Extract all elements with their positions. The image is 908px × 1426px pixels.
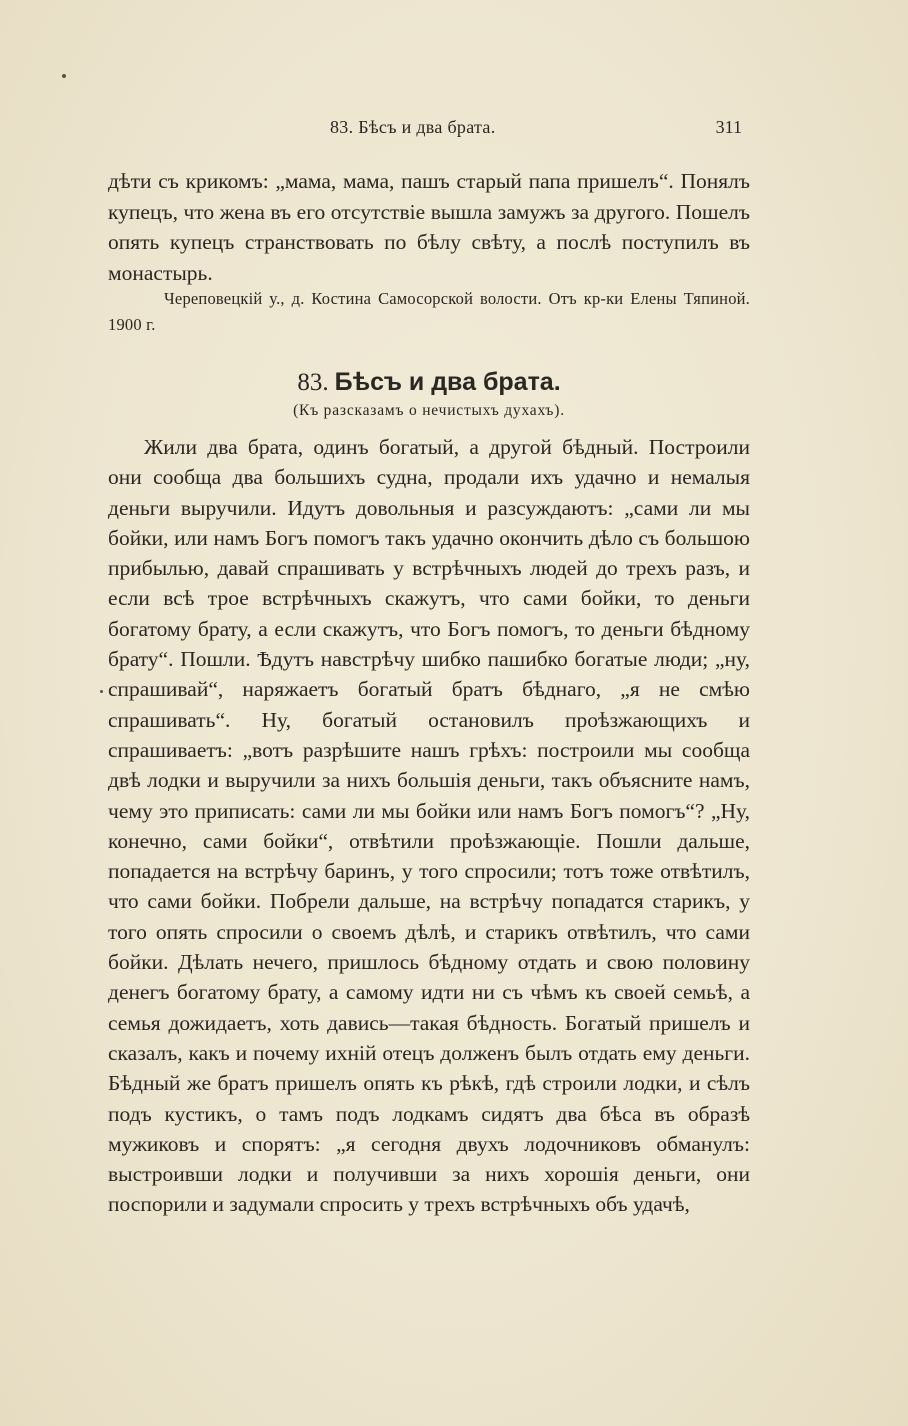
- page-speck: [100, 690, 103, 693]
- story-body: Жили два брата, одинъ богатый, а другой бѣдный. Построили они сообща два большихъ судна, продали ихъ удачно и немалыя деньги выручили. Идутъ довольныя и разсуждаютъ: „сами ли мы бойки, или намъ Богъ помогъ такъ удачно окончить дѣло съ большою прибылью, давай спрашивать у встрѣчныхъ людей до трехъ разъ, и если всѣ трое встрѣчныхъ скажутъ, что сами бойки, то деньги богатому брату, а если скажутъ, что Богъ помогъ, то деньги бѣдному брату“. Пошли. Ѣдутъ навстрѣчу шибко пашибко богатые люди; „ну, спрашивай“, наряжаетъ богатый братъ бѣднаго, „я не смѣю спрашивать“. Ну, богатый остановилъ проѣзжающихъ и спрашиваетъ: „вотъ разрѣшите нашъ грѣхъ: построили мы сообща двѣ лодки и выручили за нихъ большія деньги, такъ объясните намъ, чему это приписать: сами ли мы бойки или намъ Богъ помогъ“? „Ну, конечно, сами бойки“, отвѣтили проѣзжающіе. Пошли дальше, попадается на встрѣчу баринъ, у того спросили; тотъ тоже отвѣтилъ, что сами бойки. Побрели дальше, на встрѣчу попадатся старикъ, у того опять спросили о своемъ дѣлѣ, и старикъ отвѣтилъ, что сами бойки. Дѣлать нечего, пришлось бѣдному отдать и свою половину денегъ богатому брату, а самому идти ни съ чѣмъ къ своей семьѣ, а семья дожидаетъ, хоть давись—такая бѣдность. Богатый пришелъ и сказалъ, какъ и почему ихній отецъ долженъ былъ отдать ему деньги. Бѣдный же братъ пришелъ опять къ рѣкѣ, гдѣ строили лодки, и сѣлъ подъ кустикъ, о тамъ подъ лодкамъ сидятъ два бѣса въ образѣ мужиковъ и спорятъ: „я сегодня двухъ лодочниковъ обманулъ: выстроивши лодки и получивши за нихъ хорошія деньги, они поспорили и задумали спросить у трехъ встрѣчныхъ объ удачѣ,: [108, 435, 750, 1217]
- story-subtitle: (Къ разсказамъ о нечистыхъ духахъ).: [293, 402, 565, 419]
- running-title: 83. Бѣсъ и два брата.: [330, 117, 496, 137]
- page-number: 311: [715, 117, 742, 137]
- story-number: 83.: [297, 369, 329, 396]
- source-note: Череповецкій у., д. Костина Самосорской волости. Отъ кр-ки Елены Тяпиной. 1900 г.: [108, 289, 750, 334]
- previous-story-ending: дѣти съ крикомъ: „мама, мама, пашъ старый папа пришелъ“. Понялъ купецъ, что жена въ его отсутствіе вышла замужъ за другого. Пошелъ опять купецъ странствовать по бѣлу свѣту, а послѣ поступилъ въ монастырь.: [108, 169, 750, 285]
- story-heading: [108, 366, 750, 399]
- running-head: [108, 117, 744, 141]
- page-speck: [62, 74, 66, 78]
- story-title: Бѣсъ и два брата.: [334, 368, 561, 396]
